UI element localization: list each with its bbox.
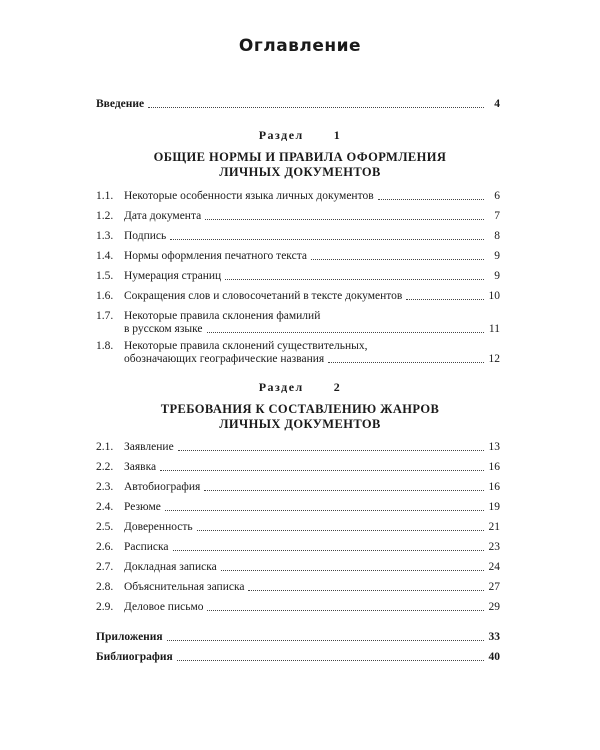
toc-entry-page: 7: [494, 210, 500, 222]
toc-entry-title: Заявка: [124, 461, 157, 473]
dot-leader: [178, 450, 484, 451]
toc-entry-title: Расписка: [124, 541, 169, 553]
toc-entry-2-4[interactable]: [96, 501, 500, 514]
toc-entry-title: обозначающих географические названия: [124, 353, 325, 365]
toc-entry-2-6[interactable]: [96, 541, 500, 554]
dot-leader: [378, 199, 484, 200]
toc-entry-page: 21: [488, 521, 500, 533]
page-title: Оглавление: [238, 36, 362, 56]
dot-leader: [311, 259, 484, 260]
toc-entry-2-9[interactable]: [96, 601, 500, 614]
toc-entry-1-8[interactable]: [96, 340, 500, 366]
toc-entry-title: Заявление: [124, 441, 174, 453]
toc-entry-page: 6: [494, 190, 500, 202]
toc-entry-page: 12: [488, 353, 500, 365]
toc-entry-title: Доверенность: [124, 521, 193, 533]
toc-entry-2-8[interactable]: [96, 581, 500, 594]
toc-entry-page: 9: [494, 250, 500, 262]
toc-entry-page: 24: [488, 561, 500, 573]
toc-entry-number: 2.5.: [96, 521, 114, 533]
toc-entry-1-3[interactable]: [96, 230, 500, 243]
dot-leader: [160, 470, 484, 471]
toc-entry-title: Библиография: [96, 651, 173, 663]
dot-leader: [170, 239, 484, 240]
toc-entry-2-5[interactable]: [96, 521, 500, 534]
toc-entry-number: 2.7.: [96, 561, 114, 573]
dot-leader: [177, 660, 484, 661]
toc-entry-number: 2.6.: [96, 541, 114, 553]
dot-leader: [328, 362, 484, 363]
toc-entry-page: 16: [488, 461, 500, 473]
toc-entry-1-7[interactable]: [96, 310, 500, 336]
toc-entry-1-1[interactable]: [96, 190, 500, 203]
dot-leader: [406, 299, 484, 300]
toc-entry-1-2[interactable]: [96, 210, 500, 223]
toc-entry-bibliography[interactable]: [96, 651, 500, 664]
dot-leader: [165, 510, 484, 511]
toc-entry-intro[interactable]: [96, 98, 500, 111]
toc-entry-number: 1.6.: [96, 290, 114, 302]
toc-entry-number: 1.7.: [96, 310, 114, 322]
toc-entry-2-3[interactable]: [96, 481, 500, 494]
toc-entry-title: Некоторые особенности языка личных документов: [124, 190, 374, 202]
toc-entry-title: Докладная записка: [124, 561, 217, 573]
toc-entry-title: Сокращения слов и словосочетаний в тексте документов: [124, 290, 403, 302]
toc-entry-number: 2.9.: [96, 601, 114, 613]
toc-entry-number: 1.5.: [96, 270, 114, 282]
toc-entry-number: 2.1.: [96, 441, 114, 453]
section-2-label: [0, 380, 600, 395]
toc-entry-number: 2.8.: [96, 581, 114, 593]
toc-entry-title: Нумерация страниц: [124, 270, 222, 282]
toc-entry-title: Некоторые правила склонений существительных,: [124, 340, 368, 352]
toc-entry-page: 8: [494, 230, 500, 242]
toc-entry-title: в русском языке: [124, 323, 203, 335]
toc-entry-number: 2.2.: [96, 461, 114, 473]
toc-entry-page: 13: [488, 441, 500, 453]
dot-leader: [148, 107, 484, 108]
toc-entry-title: Дата документа: [124, 210, 202, 222]
section-label-number: 2: [333, 380, 342, 394]
dot-leader: [173, 550, 484, 551]
dot-leader: [167, 640, 484, 641]
toc-entry-2-1[interactable]: [96, 441, 500, 454]
toc-entry-2-2[interactable]: [96, 461, 500, 474]
toc-entry-number: 1.1.: [96, 190, 114, 202]
dot-leader: [207, 332, 484, 333]
toc-entry-page: 4: [494, 98, 500, 110]
toc-entry-page: 29: [488, 601, 500, 613]
dot-leader: [225, 279, 484, 280]
dot-leader: [197, 530, 484, 531]
section-1-label: [0, 128, 600, 143]
toc-entry-2-7[interactable]: [96, 561, 500, 574]
section-label-word: Раздел: [258, 380, 304, 394]
toc-entry-page: 40: [488, 651, 500, 663]
section-label-word: Раздел: [258, 128, 304, 142]
dot-leader: [205, 219, 484, 220]
dot-leader: [207, 610, 484, 611]
toc-entry-appendix[interactable]: [96, 631, 500, 644]
toc-entry-page: 27: [488, 581, 500, 593]
toc-entry-title: Введение: [96, 98, 145, 110]
section-label-number: 1: [333, 128, 342, 142]
dot-leader: [204, 490, 484, 491]
toc-entry-number: 1.4.: [96, 250, 114, 262]
dot-leader: [221, 570, 484, 571]
toc-entry-page: 10: [488, 290, 500, 302]
toc-entry-page: 16: [488, 481, 500, 493]
toc-entry-number: 1.8.: [96, 340, 114, 352]
toc-entry-title: Подпись: [124, 230, 167, 242]
toc-entry-title: Автобиография: [124, 481, 201, 493]
toc-entry-1-5[interactable]: [96, 270, 500, 283]
toc-entry-title: Деловое письмо: [124, 601, 204, 613]
toc-entry-page: 9: [494, 270, 500, 282]
dot-leader: [248, 590, 484, 591]
toc-entry-page: 11: [488, 323, 500, 335]
section-2-title: ТРЕБОВАНИЯ К СОСТАВЛЕНИЮ ЖАНРОВ ЛИЧНЫХ ДОКУМЕНТОВ: [160, 402, 440, 431]
toc-entry-title: Резюме: [124, 501, 161, 513]
toc-entry-page: 33: [488, 631, 500, 643]
toc-entry-1-4[interactable]: [96, 250, 500, 263]
toc-entry-number: 1.2.: [96, 210, 114, 222]
toc-entry-number: 1.3.: [96, 230, 114, 242]
toc-entry-1-6[interactable]: [96, 290, 500, 303]
toc-entry-title: Некоторые правила склонения фамилий: [124, 310, 321, 322]
toc-entry-number: 2.3.: [96, 481, 114, 493]
toc-entry-number: 2.4.: [96, 501, 114, 513]
section-1-title: ОБЩИЕ НОРМЫ И ПРАВИЛА ОФОРМЛЕНИЯ ЛИЧНЫХ ДОКУМЕНТОВ: [153, 150, 447, 179]
toc-entry-title: Приложения: [96, 631, 163, 643]
toc-entry-page: 23: [488, 541, 500, 553]
toc-entry-title: Нормы оформления печатного текста: [124, 250, 307, 262]
toc-entry-title: Объяснительная записка: [124, 581, 245, 593]
toc-entry-page: 19: [488, 501, 500, 513]
